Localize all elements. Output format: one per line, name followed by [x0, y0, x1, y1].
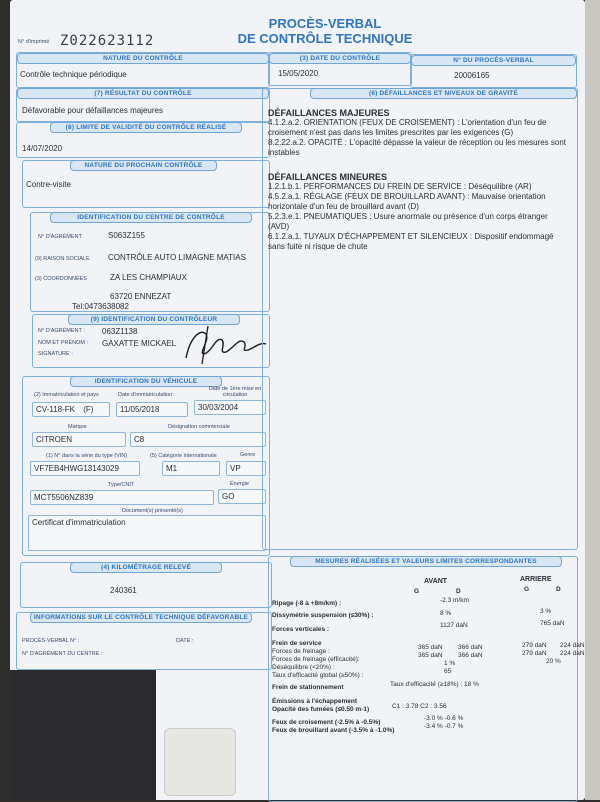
marque-label: Marque	[68, 424, 87, 430]
arriere-d: D	[556, 586, 561, 593]
background-edge	[585, 0, 600, 800]
forces-freinage-label: Forces de freinage :	[272, 648, 330, 655]
kilometrage-header: (4) KILOMÉTRAGE RELEVÉ	[70, 562, 222, 573]
defaillances-content	[268, 108, 568, 252]
feux-crois-value: -3.0 % -0.6 %	[424, 715, 464, 722]
centre-address2: 63720 ENNEZAT	[110, 292, 172, 301]
title-line-2: DE CONTRÔLE TECHNIQUE	[237, 31, 413, 46]
feux-brouill-label: Feux de brouillard avant (-3.5% à -1.0%)	[272, 727, 395, 734]
premiere-label: Date de 1ère mise en circulation	[208, 386, 262, 398]
prochain-header: NATURE DU PROCHAIN CONTRÔLE	[70, 160, 217, 171]
genre-field: VP	[226, 461, 266, 476]
arriere-g: G	[524, 586, 530, 593]
deseq-ar: 20 %	[546, 658, 561, 665]
date-controle-header: (3) DATE DU CONTRÔLE	[269, 53, 411, 64]
type-label: Type/CNIT	[108, 482, 135, 488]
centre-coord-label: (3) COORDONNÉES	[35, 276, 87, 282]
dissym-label: Dissymétrie suspension (≤30%) :	[272, 612, 374, 619]
forces-vert-label: Forces verticales :	[272, 626, 330, 633]
immat-value: CV-118-FK	[36, 405, 75, 414]
forces-vert-ar: 765 daN	[540, 620, 565, 627]
documents-label: Document(s) présenté(s)	[122, 508, 183, 514]
forces-eff-label: Forces de freinage (efficacité):	[272, 656, 360, 663]
no-imprime-value: Z022623112	[60, 33, 155, 49]
avant-d: D	[456, 588, 461, 595]
signature-image	[178, 318, 270, 366]
validite-header: (8) LIMITE DE VALIDITÉ DU CONTRÔLE RÉALISÉ	[50, 122, 242, 133]
infos-agrement-label: N° D'AGRÉMENT DU CENTRE :	[22, 651, 103, 657]
vin-label: (1) N° dans la série du type (VIN)	[46, 453, 128, 459]
stationnement-value: Taux d'efficacité (≥18%) : 18 %	[390, 681, 479, 688]
no-pv-header: N° DU PROCÈS-VERBAL	[411, 55, 576, 66]
controleur-header: (9) IDENTIFICATION DU CONTRÔLEUR	[68, 314, 240, 325]
mesures-header: MESURES RÉALISÉES ET VALEURS LIMITES CORRESPONDANTES	[290, 556, 562, 567]
forces-eff-ar-d: 224 daN	[560, 650, 585, 657]
forces-vert-av: 1127 daN	[440, 622, 468, 629]
centre-raison-label: (9) RAISON SOCIALE	[35, 256, 90, 262]
documents-value: Certificat d'immatriculation	[32, 518, 126, 527]
deseq-label: Déséquilibre (<20%) :	[272, 664, 335, 671]
premiere-field: 30/03/2004	[194, 400, 266, 415]
mesures-box	[268, 556, 578, 802]
controleur-agrement-value: 063Z1138	[102, 327, 138, 336]
form-title	[230, 16, 420, 46]
taux-value: 65	[444, 668, 452, 675]
infos-date-label: DATE :	[176, 638, 194, 644]
controleur-nom-value: GAXATTE MICKAEL	[102, 339, 177, 348]
mineure-item: 4.5.2.a.1. RÉGLAGE (FEUX DE BROUILLARD AVANT) : Mauvaise orientation horizontale d'un feu de brouillard avant (D)	[268, 192, 546, 211]
vin-field: VF7EB4HWG13143029	[30, 461, 140, 476]
no-pv-value: 20006165	[454, 71, 490, 80]
forces-freinage-ar-g: 279 daN	[522, 642, 547, 649]
categorie-label: (5) Catégorie internationale	[150, 453, 217, 459]
date-controle-value: 15/05/2020	[278, 69, 319, 78]
controleur-agrement-label: N° D'AGRÉMENT :	[38, 328, 85, 334]
energie-field: GO	[218, 489, 266, 504]
no-imprime-label: N° d'imprimé	[18, 39, 50, 45]
majeures-title: DÉFAILLANCES MAJEURES	[268, 108, 390, 118]
immat-field	[32, 402, 110, 417]
title-line-1: PROCÈS-VERBAL	[268, 16, 382, 31]
pays-value: (F)	[83, 405, 94, 414]
designation-field: C8	[130, 432, 266, 447]
mineure-item: 1.2.1.b.1. PERFORMANCES DU FREIN DE SERVICE : Déséquilibre (AR)	[268, 182, 532, 191]
marque-field: CITROEN	[32, 432, 126, 447]
feux-crois-label: Feux de croisement (-2.5% à -0.5%)	[272, 719, 381, 726]
centre-tel: Tel:0473638082	[72, 302, 129, 311]
resultat-header: (7) RÉSULTAT DU CONTRÔLE	[17, 88, 269, 99]
dissym-av: 8 %	[440, 610, 452, 617]
centre-header: IDENTIFICATION DU CENTRE DE CONTRÔLE	[50, 212, 252, 223]
type-field: MCT5506NZ839	[30, 490, 214, 505]
mineure-item: 5.2.3.e.1. PNEUMATIQUES : Usure anormale ou présence d'un corps étranger (AVD)	[268, 212, 548, 231]
opacite-value: C1 : 3.78 C2 : 3.56	[392, 703, 447, 710]
centre-raison-value: CONTRÔLE AUTO LIMAGNE MATIAS	[108, 253, 246, 262]
vehicule-header: IDENTIFICATION DU VÉHICULE	[70, 376, 222, 387]
opacite-label: Opacité des fumées (≤0.50 m-1)	[272, 706, 370, 713]
infos-defavorable-header: INFORMATIONS SUR LE CONTRÔLE TECHNIQUE DÉFAVORABLE	[30, 612, 252, 623]
forces-eff-av-d: 366 daN	[458, 652, 483, 659]
arriere-label: ARRIERE	[520, 576, 552, 583]
forces-freinage-av-g: 365 daN	[418, 644, 443, 651]
mineure-item: 6.1.2.a.1. TUYAUX D'ÉCHAPPEMENT ET SILENCIEUX : Dispositif endommagé sans fuite ni risque de chute	[268, 232, 554, 251]
majeure-item: 8.2.22.a.2. OPACITÉ : L'opacité dépasse la valeur de réception ou les mesures sont instables	[268, 138, 566, 157]
majeure-item: 4.1.2.a.2. ORIENTATION (FEUX DE CROISEMENT) : L'orientation d'un feu de croisement n'est pas dans les limites prescrites par les exigences (G)	[268, 118, 547, 137]
frein-service-label: Frein de service	[272, 640, 322, 647]
forces-freinage-ar-d: 224 daN	[560, 642, 585, 649]
mineures-title: DÉFAILLANCES MINEURES	[268, 172, 388, 182]
date-immat-label: Date d'immatriculation	[118, 392, 173, 398]
forces-eff-ar-g: 279 daN	[522, 650, 547, 657]
avant-label: AVANT	[424, 578, 448, 585]
resultat-value: Défavorable pour défaillances majeures	[22, 106, 163, 115]
security-hologram	[164, 728, 236, 796]
dissym-ar: 3 %	[540, 608, 552, 615]
centre-address1: ZA LES CHAMPIAUX	[110, 273, 187, 282]
centre-agrement-value: S063Z155	[108, 231, 145, 240]
emissions-label: Émissions à l'échappement	[272, 698, 357, 705]
immat-label: (2) Immatriculation et pays	[34, 392, 99, 398]
date-immat-field: 11/05/2018	[116, 402, 188, 417]
ripage-value: -2.3 m/km	[440, 597, 469, 604]
energie-label: Énergie	[230, 481, 249, 487]
taux-label: Taux d'efficacité global (≥50%) :	[272, 672, 364, 679]
kilometrage-value: 240361	[110, 586, 137, 595]
prochain-value: Contre-visite	[26, 180, 71, 189]
nature-header: NATURE DU CONTRÔLE	[17, 53, 269, 64]
nature-value: Contrôle technique périodique	[20, 70, 127, 79]
feux-brouill-value: -3.4 % -0.7 %	[424, 723, 464, 730]
controleur-signature-label: SIGNATURE :	[38, 351, 73, 357]
designation-label: Désignation commerciale	[168, 424, 230, 430]
stationnement-label: Frein de stationnement	[272, 684, 344, 691]
categorie-field: M1	[162, 461, 220, 476]
centre-agrement-label: N° D'AGRÉMENT	[38, 234, 82, 240]
avant-g: G	[414, 588, 420, 595]
forces-eff-av-g: 365 daN	[418, 652, 443, 659]
genre-label: Genre	[240, 452, 256, 458]
ripage-label: Ripage (-8 à +8m/km) :	[272, 600, 342, 607]
forces-freinage-av-d: 366 daN	[458, 644, 483, 651]
documents-field	[28, 515, 266, 551]
bottom-shadow-strip	[10, 670, 156, 800]
controleur-nom-label: NOM ET PRÉNOM :	[38, 340, 89, 346]
deseq-av: 1 %	[444, 660, 456, 667]
validite-value: 14/07/2020	[22, 144, 63, 153]
infos-pv-label: PROCÈS-VERBAL N° :	[22, 638, 80, 644]
defaillances-header: (6) DÉFAILLANCES ET NIVEAUX DE GRAVITÉ	[310, 88, 577, 99]
